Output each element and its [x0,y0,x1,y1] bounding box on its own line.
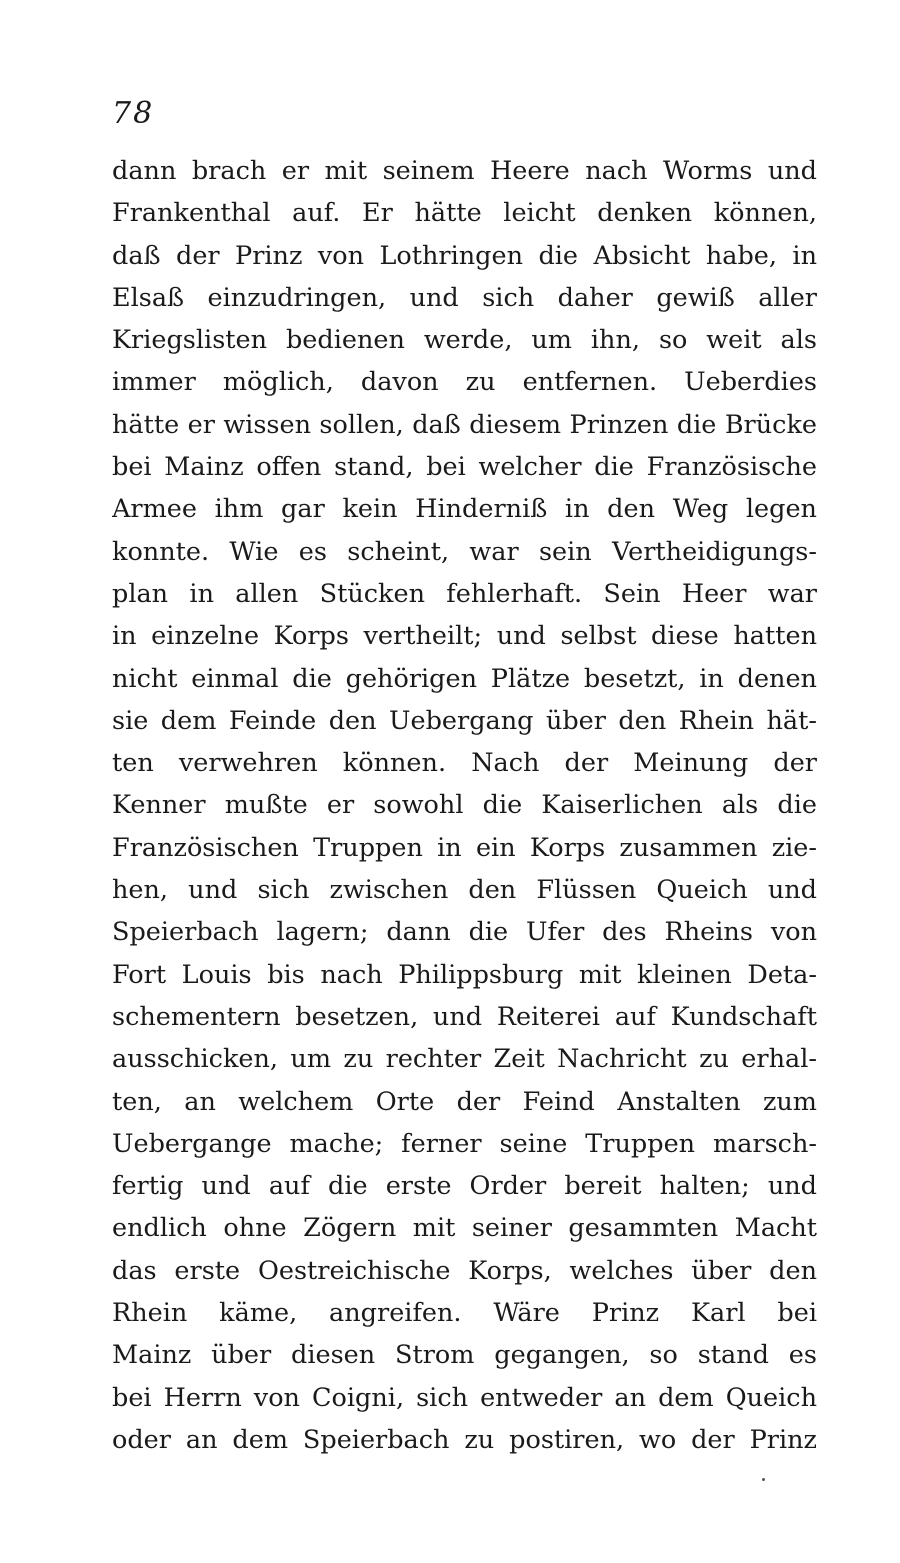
text-line: konnte. Wie es scheint, war sein Vertheidigungs- [112,536,817,567]
text-line: oder an dem Speierbach zu postiren, wo der Prinz [112,1424,817,1455]
text-line: endlich ohne Zögern mit seiner gesammten Macht [112,1213,817,1244]
text-line: fertig und auf die erste Order bereit halten; und [112,1171,817,1202]
text-line: hen, und sich zwischen den Flüssen Queich und [112,875,817,906]
page-number: 78 [112,96,155,131]
text-line: ten, an welchem Orte der Feind Anstalten zum [112,1086,817,1117]
text-line: daß der Prinz von Lothringen die Absicht habe, in [112,240,817,271]
text-line: schementern besetzen, und Reiterei auf Kundschaft [112,1001,817,1032]
text-line: Mainz über diesen Strom gegangen, so stand es [112,1340,817,1371]
text-line: immer möglich, davon zu entfernen. Ueberdies [112,367,817,398]
text-line: bei Mainz offen stand, bei welcher die Französische [112,452,817,483]
text-line: Elsaß einzudringen, und sich daher gewiß aller [112,282,817,313]
text-line: Französischen Truppen in ein Korps zusammen zie- [112,832,817,863]
text-line: plan in allen Stücken fehlerhaft. Sein Heer war [112,578,817,609]
text-line: Fort Louis bis nach Philippsburg mit kleinen Deta- [112,959,817,990]
text-line: bei Herrn von Coigni, sich entweder an dem Queich [112,1382,817,1413]
text-line: ten verwehren können. Nach der Meinung der [112,748,817,779]
text-line: in einzelne Korps vertheilt; und selbst diese hatten [112,621,817,652]
text-line: Kriegslisten bedienen werde, um ihn, so weit als [112,325,817,356]
text-line: Kenner mußte er sowohl die Kaiserlichen als die [112,790,817,821]
print-speck [762,1478,765,1481]
text-line: das erste Oestreichische Korps, welches über den [112,1255,817,1286]
text-line: Uebergange mache; ferner seine Truppen marsch- [112,1128,817,1159]
text-line: sie dem Feinde den Uebergang über den Rhein hät- [112,705,817,736]
text-line: Rhein käme, angreifen. Wäre Prinz Karl bei [112,1298,817,1329]
text-line: ausschicken, um zu rechter Zeit Nachricht zu erhal- [112,1044,817,1075]
text-line: Frankenthal auf. Er hätte leicht denken können, [112,198,817,229]
text-line: dann brach er mit seinem Heere nach Worms und [112,156,817,186]
text-line: Speierbach lagern; dann die Ufer des Rheins von [112,917,817,948]
text-line: Armee ihm gar kein Hinderniß in den Weg legen [112,494,817,525]
text-line: hätte er wissen sollen, daß diesem Prinzen die Brücke [112,409,817,440]
body-text [112,150,817,1461]
text-line: nicht einmal die gehörigen Plätze besetzt, in denen [112,663,817,694]
